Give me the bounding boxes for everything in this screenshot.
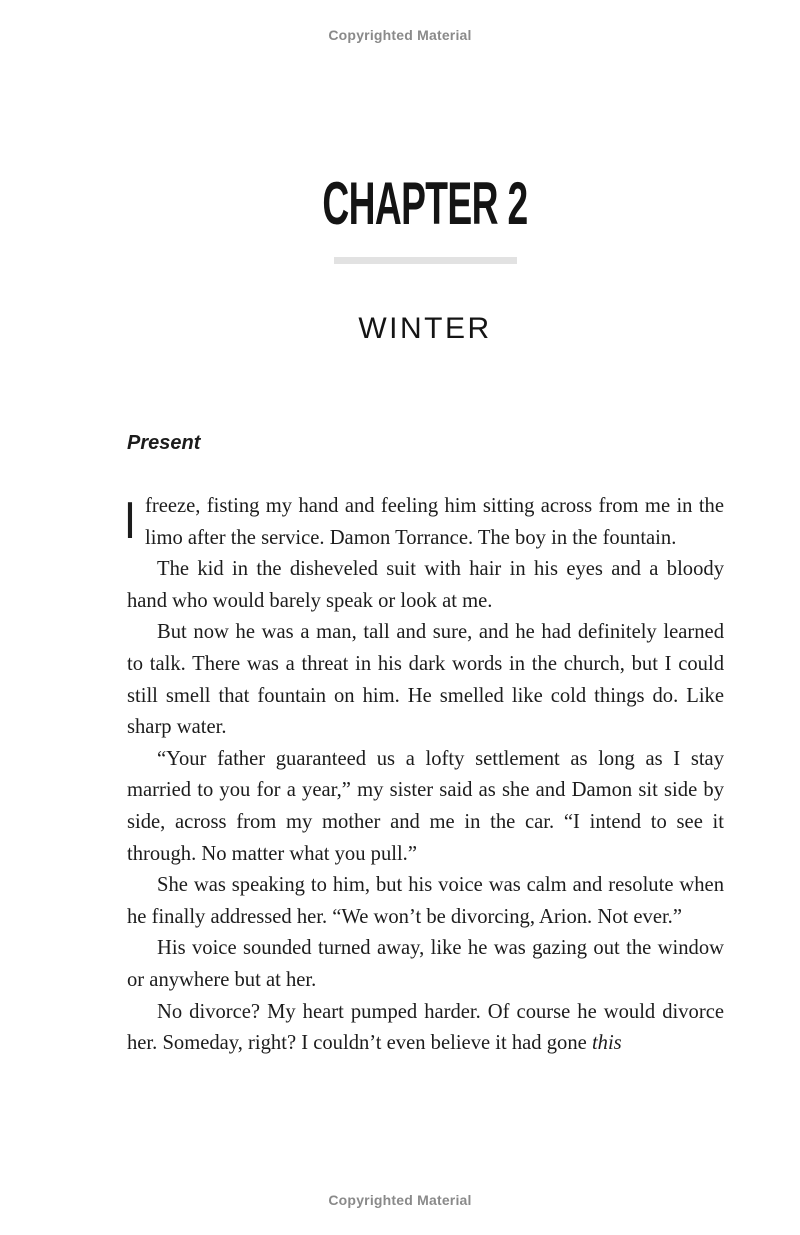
chapter-heading: CHAPTER 2 [322, 170, 528, 237]
paragraph-7-italic: this [591, 1032, 622, 1055]
drop-cap: I [126, 492, 134, 550]
copyright-watermark-bottom: Copyrighted Material [328, 1192, 472, 1208]
paragraph-7-text: No divorce? My heart pumped harder. Of course he would divorce her. Someday, right? I couldn’t even believe it had gone [127, 1000, 724, 1055]
time-label: Present [127, 432, 201, 454]
paragraph-7 [127, 997, 724, 1060]
paragraph-3: But now he was a man, tall and sure, and he had definitely learned to talk. There was a threat in his dark words in the church, but I could still smell that fountain on him. He smelled like cold things do. Like sharp water. [127, 621, 724, 739]
copyright-watermark-top: Copyrighted Material [328, 27, 472, 43]
paragraph-1-text: freeze, fisting my hand and feeling him sitting across from me in the limo after the service. Damon Torrance. The boy in the fountain. [145, 495, 724, 549]
paragraph-1 [127, 491, 724, 554]
paragraph-6: His voice sounded turned away, like he was gazing out the window or anywhere but at her. [127, 937, 724, 991]
pov-character-title: WINTER [358, 312, 492, 345]
paragraph-2: The kid in the disheveled suit with hair in his eyes and a bloody hand who would barely speak or look at me. [127, 558, 724, 612]
chapter-body [127, 491, 724, 1060]
chapter-divider [334, 257, 517, 264]
paragraph-5: She was speaking to him, but his voice was calm and resolute when he finally addressed her. “We won’t be divorcing, Arion. Not ever.” [127, 874, 724, 928]
paragraph-4: “Your father guaranteed us a lofty settlement as long as I stay married to you for a year,” my sister said as she and Damon sit side by side, across from my mother and me in the car. “I intend to see it through. No matter what you pull.” [127, 747, 724, 865]
